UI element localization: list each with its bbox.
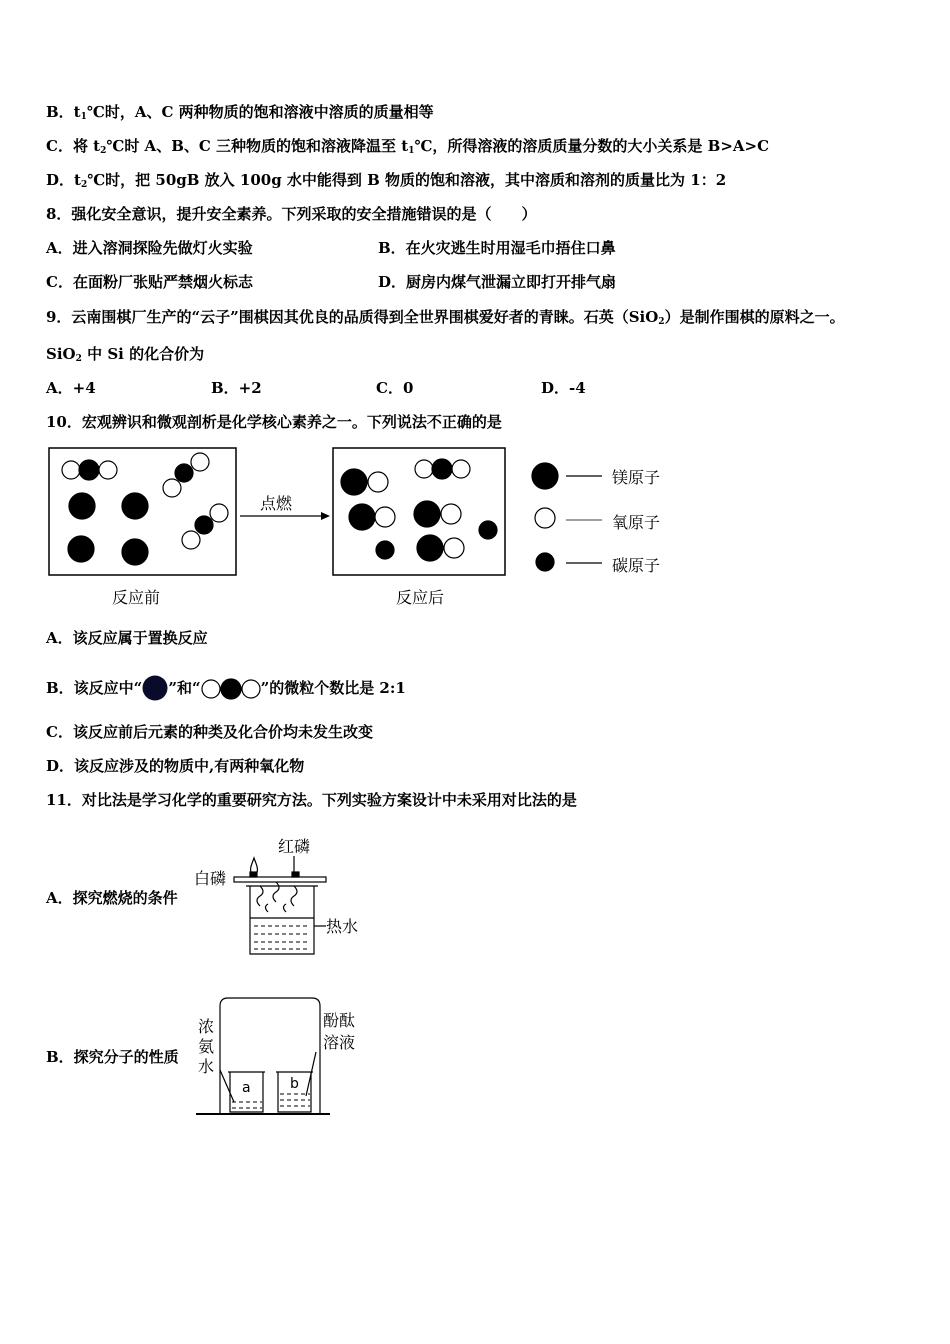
label-hot-water: 热水 bbox=[326, 917, 359, 936]
mg-atom-icon bbox=[142, 675, 168, 703]
q9-stem: 9．云南围棋厂生产的“云子”围棋因其优良的品质得到全世界围棋爱好者的青睐。石英（SiO$_2$）是制作围棋的原料之一。 bbox=[46, 308, 845, 327]
q10-option-a: A．该反应属于置换反应 bbox=[46, 629, 208, 647]
label-phenolphthalein-1: 酚酞 bbox=[323, 1011, 356, 1030]
legend-c: 碳原子 bbox=[612, 556, 661, 575]
label-red-phosphorus: 红磷 bbox=[278, 837, 311, 856]
q9-option-c: C．0 bbox=[376, 379, 414, 397]
label-white-phosphorus: 白磷 bbox=[194, 869, 227, 888]
q7-option-b: B．$t_1℃$时，A、C 两种物质的饱和溶液中溶质的质量相等 bbox=[46, 103, 434, 122]
q8-option-c: C．在面粉厂张贴严禁烟火标志 bbox=[46, 273, 253, 291]
q9-stem-line2: SiO$_2$ 中 Si 的化合价为 bbox=[46, 345, 205, 364]
q10-option-d: D．该反应涉及的物质中,有两种氧化物 bbox=[46, 757, 305, 775]
q7-option-c: C．将 $t_2℃$时 A、B、C 三种物质的饱和溶液降温至 $t_1℃$，所得溶液的溶质质量分数的大小关系是 B>A>C bbox=[46, 137, 770, 156]
q8-option-d: D．厨房内煤气泄漏立即打开排气扇 bbox=[378, 273, 617, 291]
label-beaker-b: b bbox=[290, 1076, 299, 1092]
before-caption: 反应前 bbox=[112, 588, 161, 607]
q11-stem: 11．对比法是学习化学的重要研究方法。下列实验方案设计中未采用对比法的是 bbox=[46, 791, 577, 809]
legend-o: 氧原子 bbox=[612, 513, 661, 532]
label-beaker-a: a bbox=[242, 1080, 251, 1096]
molecule-diffusion-apparatus bbox=[190, 992, 370, 1122]
q10-option-c: C．该反应前后元素的种类及化合价均未发生改变 bbox=[46, 723, 373, 741]
q8-stem: 8．强化安全意识，提升安全素养。下列采取的安全措施错误的是（ ） bbox=[46, 205, 537, 223]
q11-option-b: B．探究分子的性质 bbox=[46, 1048, 179, 1066]
arrow-label: 点燃 bbox=[260, 494, 293, 513]
q8-option-b: B．在火灾逃生时用湿毛巾捂住口鼻 bbox=[378, 239, 616, 257]
co2-molecule-icon bbox=[201, 677, 261, 701]
label-ammonia-1: 浓 bbox=[198, 1017, 215, 1036]
q11-option-a: A．探究燃烧的条件 bbox=[46, 889, 178, 907]
label-ammonia-3: 水 bbox=[198, 1057, 215, 1076]
q10-stem: 10．宏观辨识和微观剖析是化学核心素养之一。下列说法不正确的是 bbox=[46, 413, 502, 431]
q9-option-a: A．+4 bbox=[46, 379, 96, 397]
q8-option-a: A．进入溶洞探险先做灯火实验 bbox=[46, 239, 253, 257]
label-phenolphthalein-2: 溶液 bbox=[323, 1033, 356, 1052]
q10-option-b: B．该反应中“ ”和“ ”的微粒个数比是 2:1 bbox=[46, 673, 406, 703]
combustion-apparatus bbox=[190, 830, 370, 962]
q9-option-d: D．-4 bbox=[541, 379, 586, 397]
after-caption: 反应后 bbox=[396, 588, 445, 607]
label-ammonia-2: 氨 bbox=[198, 1037, 215, 1056]
q9-option-b: B．+2 bbox=[211, 379, 262, 397]
reaction-diagram bbox=[40, 440, 700, 615]
q7-option-d: D．$t_2℃$时，把 50gB 放入 100g 水中能得到 B 物质的饱和溶液，其中溶质和溶剂的质量比为 1：2 bbox=[46, 171, 727, 190]
legend-mg: 镁原子 bbox=[612, 468, 661, 487]
